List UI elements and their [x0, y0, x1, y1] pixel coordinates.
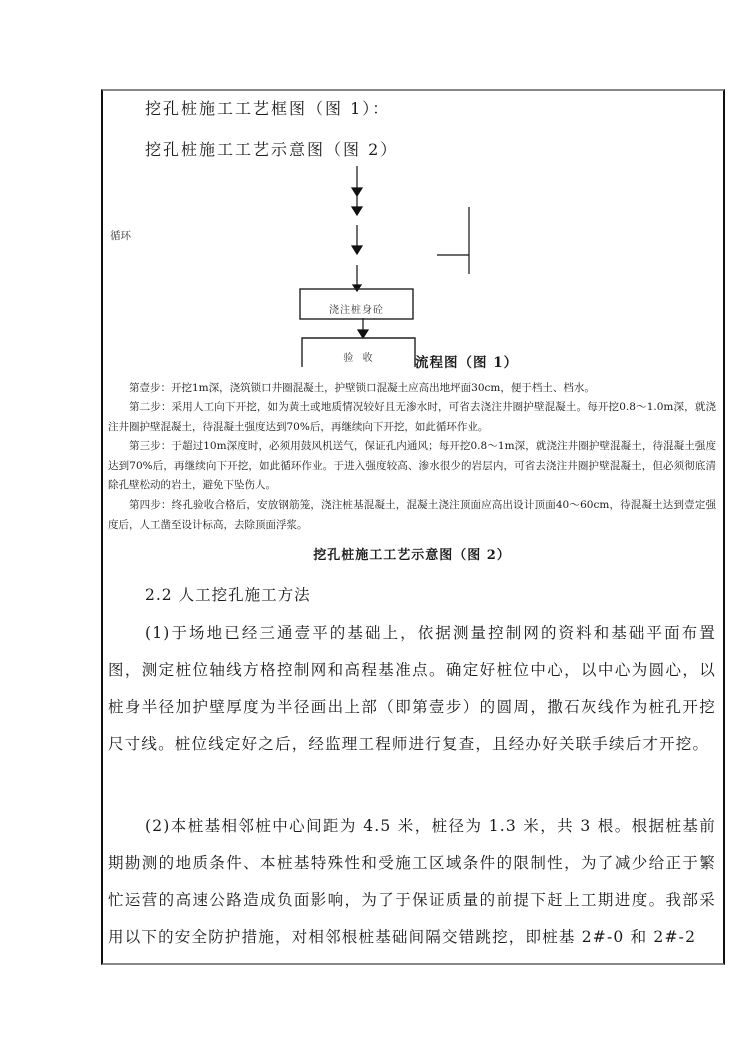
section-heading: 2.2 人工挖孔施工方法 — [145, 586, 311, 604]
section-paragraph-1: (1)于场地已经三通壹平的基础上，依据测量控制网的资料和基础平面布置图，测定桩位轴线方格控制网和高程基准点。确定好桩位中心，以中心为圆心，以桩身半径加护壁厚度为半径画出上部（即第壹步）的圆周，撒石灰线作为桩孔开挖尺寸线。桩位线定好之后，经监理工程师进行复查，且经办好关联手续后才开挖。 — [108, 624, 716, 753]
step-4: 第四步：终孔验收合格后，安放钢筋笼，浇注桩基混凝土，混凝土浇注顶面应高出设计顶面40～60cm，待混凝土达到壹定强度后，人工凿至设计标高，去除顶面浮浆。 — [108, 499, 716, 531]
flowchart-box-acceptance-label: 验 收 — [343, 353, 374, 364]
fig1-caption-line: 挖孔桩施工工艺框图（图 1）： — [145, 99, 391, 118]
fig2-caption-line: 挖孔桩施工工艺示意图（图 2） — [145, 140, 399, 159]
flowchart-loop-label: 循环 — [110, 230, 131, 242]
flowchart-title: 流程图（图 1） — [415, 355, 519, 371]
fig2-title: 挖孔桩施工工艺示意图（图 2） — [313, 548, 511, 563]
flowchart-box-pour-label: 浇注桩身砼 — [329, 305, 384, 316]
section-paragraph-2: (2)本桩基相邻桩中心间距为 4.5 米，桩径为 1.3 米，共 3 根。根据桩基前期勘测的地质条件、本桩基特殊性和受施工区域条件的限制性，为了减少给正于繁忙运营的高速公路造成负面影响，为了于保证质量的前提下赶上工期进度。我部采用以下的安全防护措施，对相邻根桩基础间隔交错跳挖，即桩基 2#-0 和 2#-2 — [108, 817, 716, 946]
step-2: 第二步：采用人工向下开挖，如为黄土或地质情况较好且无渗水时，可省去浇注井圈护壁混凝土。每开挖0.8～1.0m深，就浇注井圈护壁混凝土，待混凝土强度达到70%后，再继续向下开挖，如此循环作业。 — [108, 401, 716, 433]
step-3: 第三步：于超过10m深度时，必须用鼓风机送气，保证孔内通风；每开挖0.8～1m深，就浇注井圈护壁混凝土，待混凝土强度达到70%后，再继续向下开挖，如此循环作业。于进入强度较高、渗水很少的岩层内，可省去浇注井圈护壁混凝土，但必须彻底清除孔壁松动的岩土，避免下坠伤人。 — [108, 440, 716, 491]
step-1: 第壹步：开挖1m深，浇筑锁口井圈混凝土，护壁锁口混凝土应高出地坪面30cm，便于档土、档水。 — [129, 382, 595, 394]
